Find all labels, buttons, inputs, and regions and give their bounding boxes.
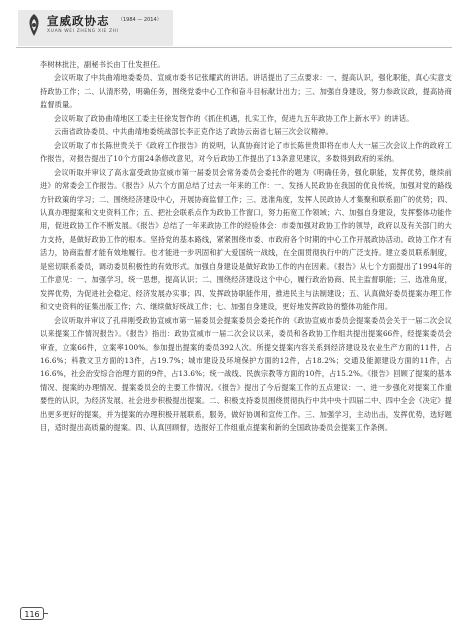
book-title: 宣威政协志 [47, 14, 110, 28]
header-divider [16, 47, 452, 48]
paragraph: 会议听取并审议了高永富受政协宣威市第一届委员会常务委员会委托作的题为《明确任务，强化职能，发挥优势，继续前进》的常委会工作报告。《报告》从六个方面总结了过去一年来的工作：一、发扬人民政协在我国的优良传统，加强对党的路线方针政策的学习；二、围绕经济建设中心，开展协商监督工作；三、选准角度，发挥人民政协人才集聚和联系面广的优势；四、认真办理提案和文史资料工作；五、把社会联系点作为政协工作窗口，努力拓宽工作领域；六、加强自身建设，发挥整体功能作用，促进政协工作不断发展。《报告》总结了一年来政协工作的经验体会：市委加强对政协工作的领导，政府以及有关部门的大力支持，是做好政协工作的根本。坚持党的基本路线，紧紧围绕市委、市政府各个时期的中心工作开展政协活动。政协工作才有活力，协商监督才能有效地履行。也才能进一步巩固和扩大爱国统一战线，在全面贯彻执行中的广泛支持。建立委员联系制度，是密切联系委员，调动委员积极性的有效形式。加强自身建设是做好政协工作的内在因素。《报告》从七个方面提出了1994年的工作意见：一、加强学习，统一思想，提高认识；二、围绕经济建设这个中心，履行政治协商、民主监督职能；三、选准角度，发挥优势，为促进社会稳定、经济发展办实事；四、发挥政协职能作用，推进民主与法制建设；五、认真做好委员提案办理工作和文史资料的征集出版工作；六、继续做好统战工作；七、加强自身建设，更好地发挥政协的整体功能作用。 [40, 167, 452, 312]
book-title-pinyin: XUAN WEI ZHENG XIE ZHI [47, 29, 119, 34]
paragraph: 会议听取并审议了孔祥刚受政协宣威市第一届委员会提案委员会委托作的《政协宣威市委员会提案委员会关于一届二次会议以来提案工作情况报告》。《报告》指出：政协宣威市一届二次会议以来，委员和各政协工作组共提出提案66件，经提案委员会审查，立案66件，立案率100%。参加提出提案的委员392人次。所提交提案内容关系到经济建设及农业生产方面的11件，占16.6%；科教文卫方面的13件，占19.7%；城市建设及环境保护方面的12件，占18.2%；交通及能源建设方面的11件，占16.6%，社会治安综合治理方面的9件，占13.6%；统一战线、民族宗教等方面的10件，占15.2%。《报告》回顾了提案的基本情况、提案的办理情况、提案委员会的主要工作情况。《报告》提出了今后提案工作的五点建议：一、进一步强化对提案工作重要性的认识，为经济发展、社会进步积极提出提案。二、积极支持委员围绕贯彻执行中共中央十四届二中、四中全会《决定》提出更多更好的提案，并为提案的办理积极开展联系，服务，做好协调和宣传工作。三、加强学习，主动出击，发挥优势，选好题目，适时提出高质量的提案。四、认真回顾督，选报好工作组重点提案和新的全国政协委员会提案工作条例。 [40, 315, 452, 433]
book-years: （1984 — 2014） [118, 17, 162, 23]
running-header [0, 0, 475, 52]
page-number-rule [44, 613, 48, 614]
paragraph: 会议听取了中共曲靖地委委员、宣威市委书记张耀武的讲话。讲话提出了三点要求：一、提高认识，强化职能，真心实意支持政协工作；二、认清形势，明确任务，围绕党委中心工作和奋斗目标献计出力；三、加强自身建设，努力参政议政，提高协商监督质量。 [40, 73, 452, 110]
body-text [40, 58, 452, 603]
paragraph: 李树林批注，副秘书长由丁仕发担任。 [40, 60, 165, 69]
page-number: 116 [20, 607, 44, 620]
emblem-icon [24, 13, 44, 37]
paragraph: 会议听取了政协曲靖地区工委主任徐发智作的《抓住机遇，扎实工作，促进九五年政协工作上新水平》的讲话。 [54, 113, 414, 123]
paragraph: 会议听取了市长陈世贵关于《政府工作报告》的说明，认真协商讨论了市长陈世贵即将在市人大一届三次会议上作的政府工作报告，对报告提出了10个方面24条修改意见，对今后政协工作提出了13条意见建议，多数得到政府的采纳。 [40, 140, 452, 164]
paragraph: 云南省政协委员、中共曲靖地委统战部长李正克作达了政协云南省七届三次会议精神。 [54, 127, 333, 137]
